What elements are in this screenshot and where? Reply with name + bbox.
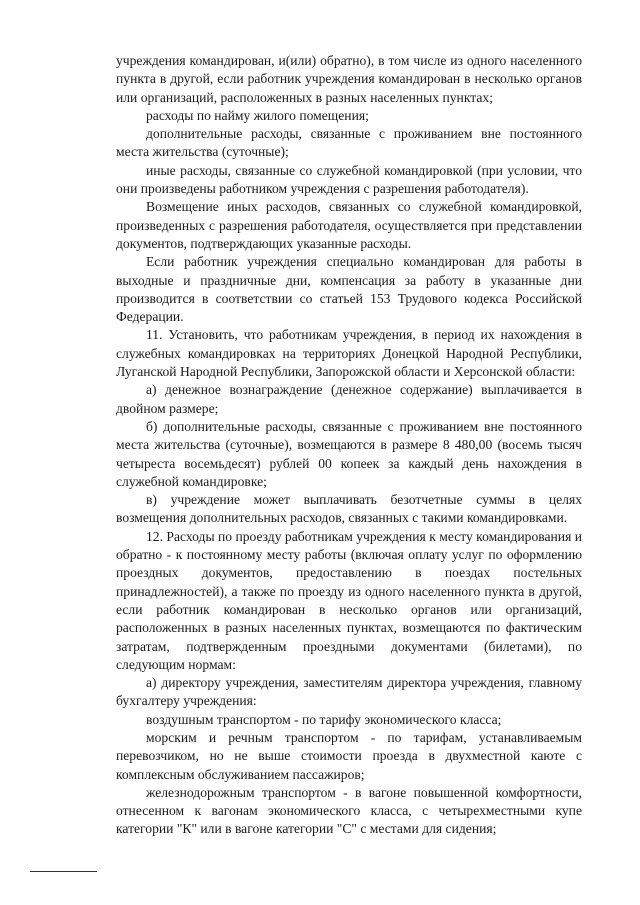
paragraph-rail-transport: железнодорожным транспортом - в вагоне повышенной комфортности, отнесенном к вагонам экономического класса, с четырехместными купе категории "К" или в вагоне категории "С" с местами для сидения; <box>116 784 582 837</box>
paragraph-continuation: учреждения командирован, и(или) обратно), в том числе из одного населенного пункта в другой, если работник учреждения командирован в несколько органов или организаций, расположенных в разных населенных пунктах; <box>116 53 582 105</box>
paragraph-12-a: а) директору учреждения, заместителям директора учреждения, главному бухгалтеру учреждения: <box>116 675 582 709</box>
paragraph-air-transport: воздушным транспортом - по тарифу экономического класса; <box>146 711 502 727</box>
paragraph-sea-river-transport: морским и речным транспортом - по тарифам, устанавливаемым перевозчиком, но не выше стоимости проезда в двухместной каюте с комплексным обслуживанием пассажиров; <box>116 729 582 782</box>
footnote-separator <box>30 871 97 872</box>
paragraph-section-12: 12. Расходы по проезду работникам учреждения к месту командирования и обратно - к постоянному месту работы (включая оплату услуг по оформлению проездных документов, предоставлению в поездах постельных принадлежностей), а также по проезду из одного населенного пункта в другой, если работник командирован в несколько органов или организаций, расположенных в разных населенных пунктах, возмещаются по фактическим затратам, подтвержденным проездными документами (билетами), по следующим нормам: <box>116 528 582 672</box>
paragraph-other-expenses: иные расходы, связанные со служебной командировкой (при условии, что они произведены работником учреждения с разрешения работодателя). <box>116 162 582 197</box>
document-body <box>116 52 582 839</box>
paragraph-section-11: 11. Установить, что работникам учреждения, в период их нахождения в служебных командировках на территориях Донецкой Народной Республики, Луганской Народной Республики, Запорожской области и Херсонской области: <box>116 327 582 380</box>
paragraph-per-diem: дополнительные расходы, связанные с проживанием вне постоянного места жительства (суточные); <box>116 126 582 160</box>
paragraph-11-b: б) дополнительные расходы, связанные с проживанием вне постоянного места жительства (суточные), возмещаются в размере 8 480,00 (восемь тысяч четыреста восемьдесят) рублей 00 копеек за каждый день нахождения в служебной командировке; <box>116 418 582 489</box>
paragraph-reimbursement: Возмещение иных расходов, связанных со служебной командировкой, произведенных с разрешения работодателя, осуществляется при представлении документов, подтверждающих указанные расходы. <box>116 199 582 251</box>
paragraph-11-a: а) денежное вознаграждение (денежное содержание) выплачивается в двойном размере; <box>116 382 582 416</box>
paragraph-11-c: в) учреждение может выплачивать безотчетные суммы в целях возмещения дополнительных расходов, связанных с такими командировками. <box>116 492 582 526</box>
paragraph-weekend-work: Если работник учреждения специально командирован для работы в выходные и праздничные дни, компенсация за работу в указанные дни производится в соответствии со статьей 153 Трудового кодекса Российской Федерации. <box>116 254 582 325</box>
paragraph-housing-expenses: расходы по найму жилого помещения; <box>146 107 369 123</box>
